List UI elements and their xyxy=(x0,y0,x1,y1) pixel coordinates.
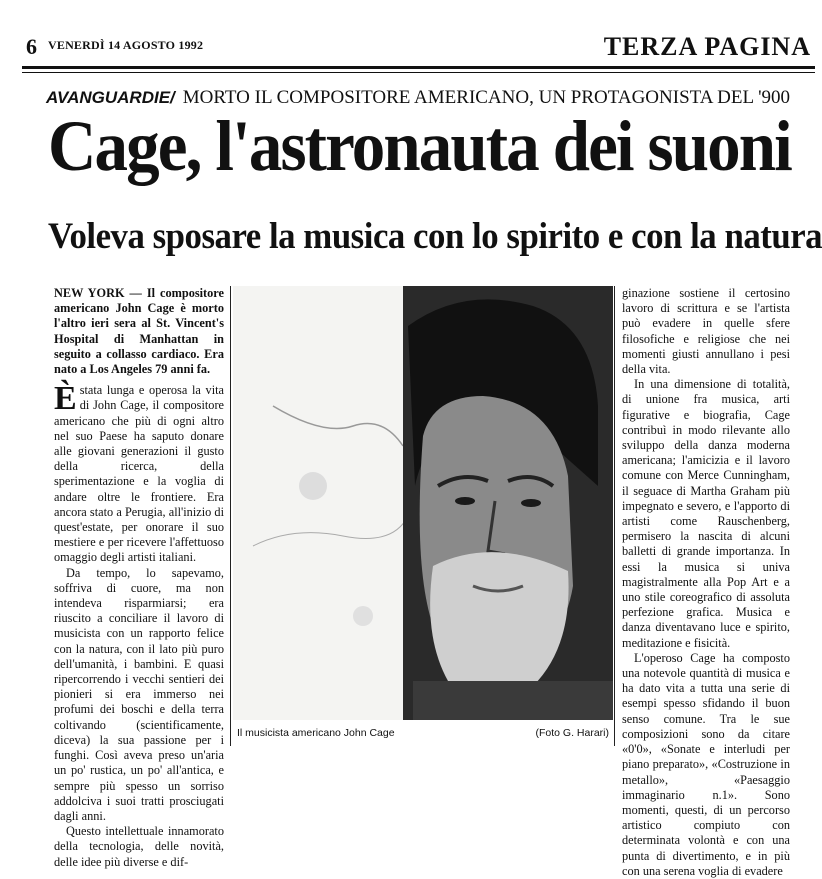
photo-caption xyxy=(233,724,613,742)
header-rule-thin xyxy=(22,72,815,73)
caption-text: Il musicista americano John Cage xyxy=(237,727,395,739)
column-divider xyxy=(230,286,231,746)
header-rule xyxy=(22,66,815,69)
body-paragraph: L'operoso Cage ha composto una notevole quantità di musica e ha dato vita a tutta una serie di esempi spesso sfidando il buon senso comune. Tra le sue composizioni sono da citare «0'0», «Sonate e interludi per piano preparato», «Costruzione in metallo», «Paesaggio immaginario n.1». Sono momenti, questi, di un percorso artistico compiuto con determinata volontà e con una punta di divertimento, e in più con una serena voglia di evadere xyxy=(622,650,790,878)
photo-credit: (Foto G. Harari) xyxy=(535,727,609,739)
column-right xyxy=(622,286,790,879)
column-divider xyxy=(614,286,615,746)
drop-cap: È xyxy=(54,380,77,418)
section-title: TERZA PAGINA xyxy=(603,32,811,61)
body-paragraph: In una dimensione di totalità, di unione fra musica, arti figurative e biografia, Cage contribuì in modo rilevante allo sviluppo della danza moderna americana; l'amicizia e il lavoro comune con Merce Cunningham, il seguace di Martha Graham più impegnato e severo, e l'apporto di artisti come Rauschenberg, permisero la nascita di alcuni balletti di grande importanza. In essi la musica si univa magistralmente alla Pop Art e a uno stile coreografico di assoluta perfezione grafica. Musica e danza diventavano luce e spirito, meditazione e fisicità. xyxy=(622,377,790,650)
portrait-photo xyxy=(233,286,613,720)
body-paragraph: Questo intellettuale innamorato della tecnologia, delle novità, delle idee più diverse e dif- xyxy=(54,824,224,869)
column-left xyxy=(54,286,224,870)
page-header xyxy=(0,22,815,62)
kicker-text: MORTO IL COMPOSITORE AMERICANO, UN PROTAGONISTA DEL '900 xyxy=(182,87,791,108)
subheadline: Voleva sposare la musica con lo spirito e con la natura xyxy=(48,216,822,257)
issue-date: VENERDÌ 14 AGOSTO 1992 xyxy=(48,38,204,52)
body-paragraph: stata lunga e operosa la vita di John Cage, il compositore americano che più di ogni altro nel suo Paese ha saputo donare alle giovani generazioni il gusto della ricerca, della sperimentazione e la voglia di andare oltre le frontiere. Era ancora stato a Perugia, all'inizio di quest'estate, per onorare il suo mestiere e per ricevere l'affettuoso omaggio degli artisti italiani. xyxy=(54,383,224,565)
lead-paragraph: NEW YORK — Il compositore americano John Cage è morto l'altro ieri sera al St. Vincent's Hospital di Manhattan in seguito a collasso cardiaco. Era nato a Los Angeles 79 anni fa. xyxy=(54,286,224,377)
body-paragraph: Da tempo, lo sapevamo, soffriva di cuore, ma non intendeva risparmiarsi; era riuscito a conciliare il lavoro di musicista con un rapporto felice con la natura, con il lato più puro dell'umanità, i bambini. E quasi ripercorrendo i vecchi sentieri dei pionieri si era immerso nei profumi dei boschi e della terra coltivando (scientificamente, diceva) la sua passione per i funghi. Così aveva preso un'aria un po' rustica, un po' all'antica, e sempre più spesso un sorriso addolciva i suoi tratti prosciugati dagli anni. xyxy=(54,565,224,823)
page-number: 6 xyxy=(26,34,37,59)
body-paragraph: ginazione sostiene il certosino lavoro di scrittura e se l'artista può evadere in quelle sfere filosofiche e religiose che nei momenti giusti annullano i pesi della vita. xyxy=(622,286,790,377)
kicker-tag: AVANGUARDIE/ xyxy=(46,88,175,107)
body-start xyxy=(54,380,224,870)
headline: Cage, l'astronauta dei suoni xyxy=(48,106,791,186)
